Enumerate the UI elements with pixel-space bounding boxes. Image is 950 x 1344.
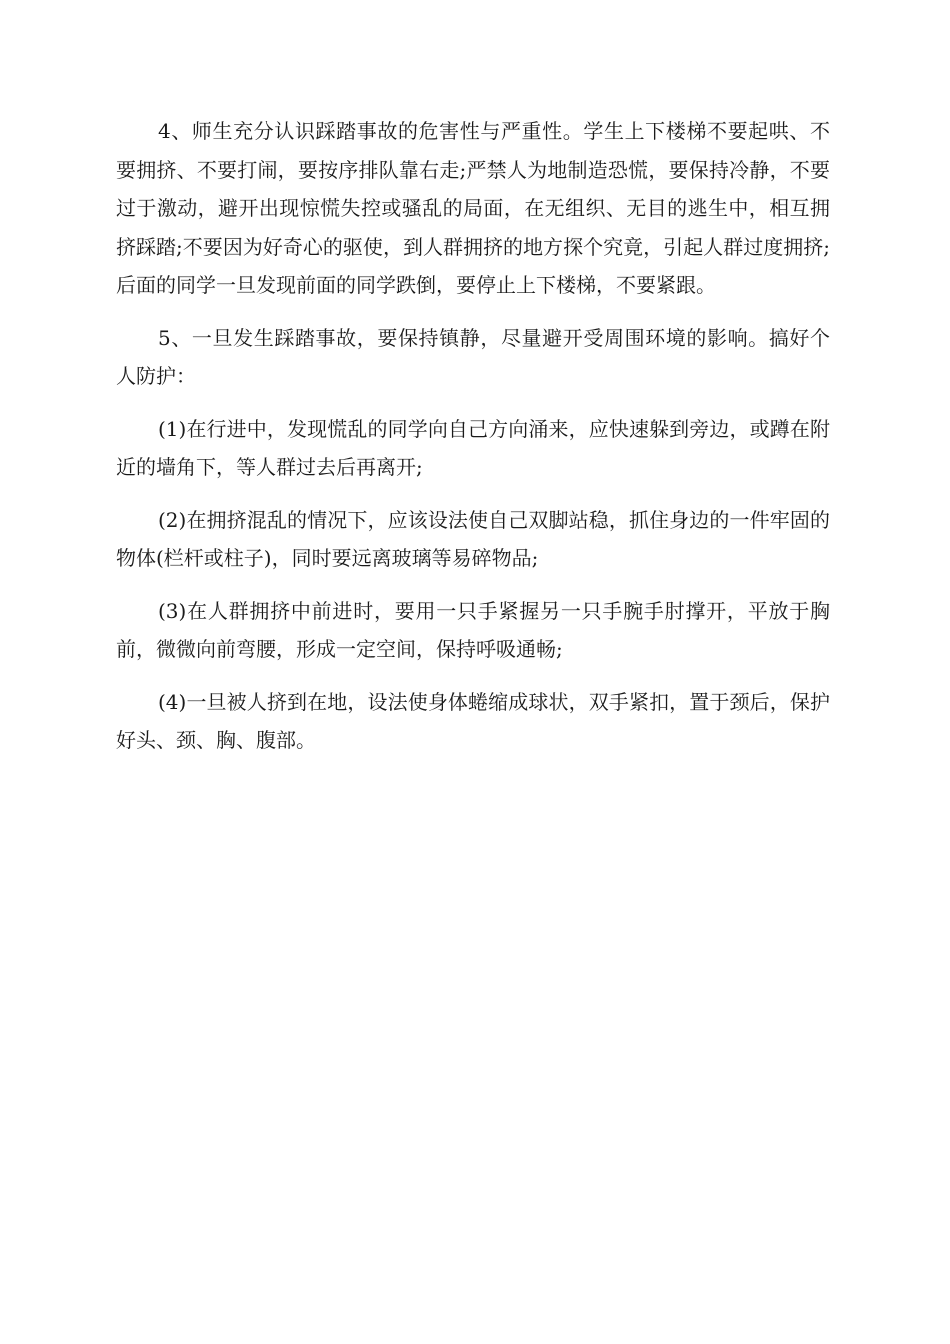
paragraph-subitem-3: (3)在人群拥挤中前进时，要用一只手紧握另一只手腕手肘撑开，平放于胸前，微微向前弯腰，形成一定空间，保持呼吸通畅; bbox=[116, 598, 830, 661]
paragraph-item-4: 4、师生充分认识踩踏事故的危害性与严重性。学生上下楼梯不要起哄、不要拥挤、不要打闹，要按序排队靠右走;严禁人为地制造恐慌，要保持冷静，不要过于激动，避开出现惊慌失控或骚乱的局面，在无组织、无目的逃生中，相互拥挤踩踏;不要因为好奇心的驱使，到人群拥挤的地方探个究竟，引起人群过度拥挤;后面的同学一旦发现前面的同学跌倒，要停止上下楼梯，不要紧跟。 bbox=[116, 119, 830, 297]
paragraph-subitem-4: (4)一旦被人挤到在地，设法使身体蜷缩成球状，双手紧扣，置于颈后，保护好头、颈、胸、腹部。 bbox=[116, 689, 830, 752]
paragraph-item-5: 5、一旦发生踩踏事故，要保持镇静，尽量避开受周围环境的影响。搞好个人防护： bbox=[116, 325, 830, 388]
paragraph-subitem-1: (1)在行进中，发现慌乱的同学向自己方向涌来，应快速躲到旁边，或蹲在附近的墙角下，等人群过去后再离开; bbox=[116, 416, 830, 479]
document-body bbox=[116, 112, 830, 760]
paragraph-subitem-2: (2)在拥挤混乱的情况下，应该设法使自己双脚站稳，抓住身边的一件牢固的物体(栏杆或柱子)，同时要远离玻璃等易碎物品; bbox=[116, 507, 830, 570]
